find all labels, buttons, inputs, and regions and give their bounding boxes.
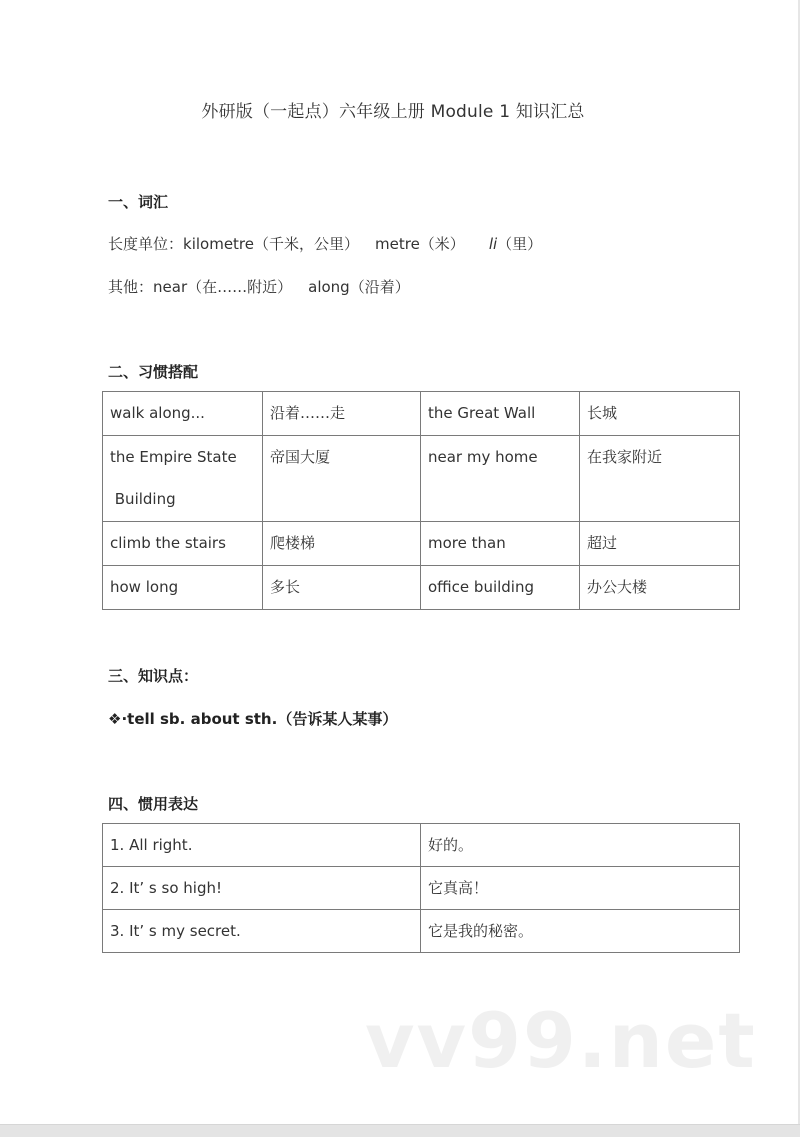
vocab-word-li-meaning: （里） <box>497 235 543 253</box>
cell-line: Building <box>110 490 176 508</box>
table-cell: 2. It’ s so high! <box>103 867 421 910</box>
vocab-other-line <box>108 276 410 297</box>
table-cell: near my home <box>421 436 580 522</box>
vocab-word-metre: metre（米） <box>375 235 465 253</box>
vocab-word-along: along（沿着） <box>308 278 410 296</box>
table-cell: 爬楼梯 <box>263 522 421 566</box>
table-row <box>103 392 740 436</box>
vocab-length-units-line <box>108 233 542 254</box>
table-cell: 它是我的秘密。 <box>421 910 740 953</box>
knowledge-point-item <box>108 708 397 729</box>
knowledge-point-meaning: （告诉某人某事） <box>277 710 398 728</box>
vocab-word-near: near（在……附近） <box>153 278 293 296</box>
table-cell: how long <box>103 566 263 610</box>
table-row <box>103 522 740 566</box>
section-heading-knowledge-points: 三、知识点： <box>108 667 199 685</box>
table-row <box>103 824 740 867</box>
table-row <box>103 910 740 953</box>
vocab-word-li: li <box>488 235 498 253</box>
table-cell: 办公大楼 <box>580 566 740 610</box>
table-cell: climb the stairs <box>103 522 263 566</box>
collocations-table <box>102 391 740 610</box>
table-cell: 3. It’ s my secret. <box>103 910 421 953</box>
table-cell: office building <box>421 566 580 610</box>
table-cell <box>103 436 263 522</box>
page-edge-bottom <box>0 1124 800 1137</box>
table-cell: 多长 <box>263 566 421 610</box>
vocab-word-kilometre: kilometre（千米，公里） <box>183 235 360 253</box>
table-cell: 帝国大厦 <box>263 436 421 522</box>
section-heading-collocations: 二、习惯搭配 <box>108 363 199 381</box>
diamond-bullet-icon: ❖· <box>108 710 128 728</box>
table-cell: 它真高！ <box>421 867 740 910</box>
expressions-table <box>102 823 740 953</box>
table-cell: 1. All right. <box>103 824 421 867</box>
section-heading-vocabulary: 一、词汇 <box>108 193 169 211</box>
table-cell: 沿着……走 <box>263 392 421 436</box>
vocab-label-length-units: 长度单位： <box>108 235 184 253</box>
section-heading-expressions: 四、惯用表达 <box>108 795 199 813</box>
table-row <box>103 436 740 522</box>
document-title: 外研版（一起点）六年级上册 Module 1 知识汇总 <box>201 102 585 122</box>
table-row <box>103 566 740 610</box>
table-cell: walk along... <box>103 392 263 436</box>
table-cell: 在我家附近 <box>580 436 740 522</box>
knowledge-point-phrase: tell sb. about sth. <box>127 710 278 728</box>
table-cell: the Great Wall <box>421 392 580 436</box>
table-cell: 超过 <box>580 522 740 566</box>
table-cell: more than <box>421 522 580 566</box>
table-cell: 长城 <box>580 392 740 436</box>
vocab-label-other: 其他： <box>108 278 154 296</box>
table-cell: 好的。 <box>421 824 740 867</box>
table-row <box>103 867 740 910</box>
cell-line: the Empire State <box>110 448 237 466</box>
watermark: vv99.net <box>365 996 757 1085</box>
